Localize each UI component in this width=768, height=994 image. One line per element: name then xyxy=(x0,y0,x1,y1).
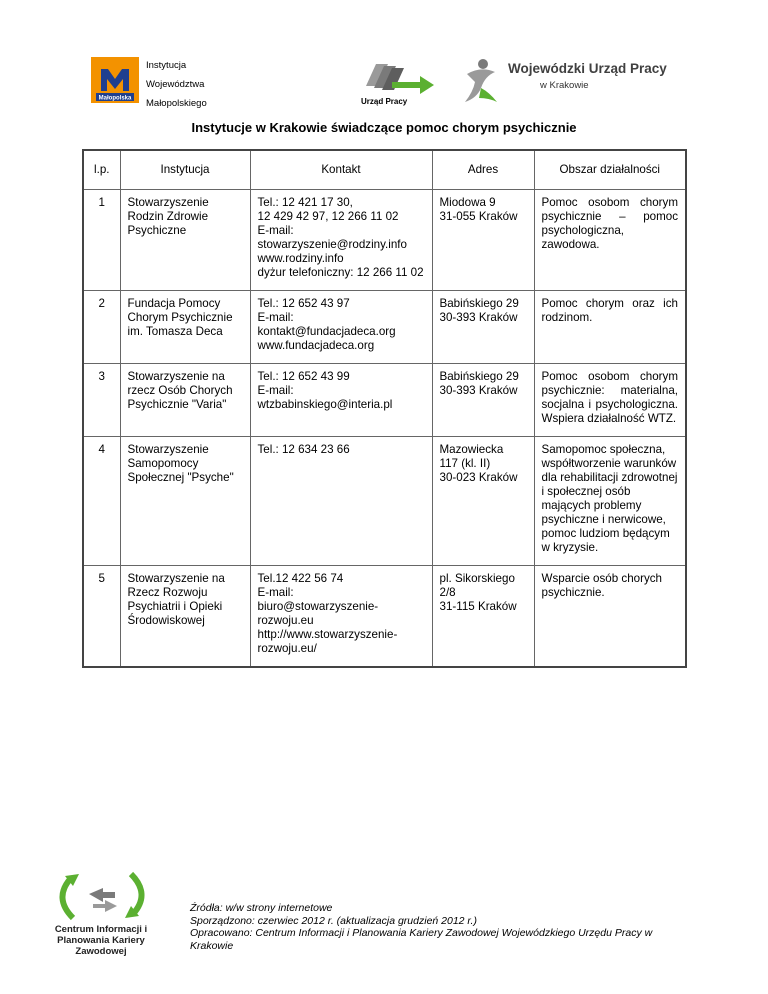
malopolska-institution-text: Instytucja Województwa Małopolskiego xyxy=(146,60,207,109)
activity-area: Samopomoc społeczna, współtworzenie warunków dla rehabilitacji zdrowotnej i społecznej osób mających problemy psychiczne i nerwicowe, pomoc ludziom będącym w kryzysie. xyxy=(534,437,686,566)
column-header-contact: Kontakt xyxy=(250,150,432,190)
document-title: Instytucje w Krakowie świadczące pomoc chorym psychicznie xyxy=(191,120,577,135)
institution-name: Fundacja Pomocy Chorym Psychicznie im. Tomasza Deca xyxy=(120,291,250,364)
contact-details: Tel.: 12 652 43 97 E-mail: kontakt@fundacjadeca.org www.fundacjadeca.org xyxy=(250,291,432,364)
career-center-logo xyxy=(43,868,161,924)
wup-title: Wojewódzki Urząd Pracy xyxy=(508,61,667,76)
column-header-area: Obszar działalności xyxy=(534,150,686,190)
table-row xyxy=(83,364,686,437)
contact-details: Tel.12 422 56 74 E-mail: biuro@stowarzyszenie- rozwoju.eu http://www.stowarzyszenie- rozwoju.eu/ xyxy=(250,566,432,668)
career-center-name: Centrum Informacji i Planowania Kariery Zawodowej xyxy=(54,924,148,957)
table-header-row xyxy=(83,150,686,190)
activity-area: Pomoc chorym oraz ich rodzinom. xyxy=(534,291,686,364)
address: Mazowiecka 117 (kl. II) 30-023 Kraków xyxy=(432,437,534,566)
urzad-pracy-label: Urząd Pracy xyxy=(361,97,408,106)
contact-details: Tel.: 12 634 23 66 xyxy=(250,437,432,566)
column-header-institution: Instytucja xyxy=(120,150,250,190)
activity-area: Pomoc osobom chorym psychicznie – pomoc psychologiczna, zawodowa. xyxy=(534,190,686,291)
address: Miodowa 9 31-055 Kraków xyxy=(432,190,534,291)
wup-figure-logo xyxy=(461,58,501,104)
table-row xyxy=(83,291,686,364)
activity-area: Wsparcie osób chorych psychicznie. xyxy=(534,566,686,668)
wup-subtitle: w Krakowie xyxy=(540,80,589,91)
table-row xyxy=(83,566,686,668)
svg-text:Małopolska: Małopolska xyxy=(98,95,132,102)
row-number: 3 xyxy=(83,364,120,437)
address: pl. Sikorskiego 2/8 31-115 Kraków xyxy=(432,566,534,668)
contact-details: Tel.: 12 421 17 30, 12 429 42 97, 12 266 11 02 E-mail: stowarzyszenie@rodziny.info www.rodziny.info dyżur telefoniczny: 12 266 11 02 xyxy=(250,190,432,291)
contact-details: Tel.: 12 652 43 99 E-mail: wtzbabinskiego@interia.pl xyxy=(250,364,432,437)
column-header-address: Adres xyxy=(432,150,534,190)
address: Babińskiego 29 30-393 Kraków xyxy=(432,364,534,437)
address: Babińskiego 29 30-393 Kraków xyxy=(432,291,534,364)
row-number: 1 xyxy=(83,190,120,291)
institution-name: Stowarzyszenie na Rzecz Rozwoju Psychiatrii i Opieki Środowiskowej xyxy=(120,566,250,668)
row-number: 2 xyxy=(83,291,120,364)
table-row xyxy=(83,190,686,291)
compiled-note: Opracowano: Centrum Informacji i Planowania Kariery Zawodowej Wojewódzkiego Urzędu Pracy w Krakowie xyxy=(190,927,653,952)
institution-name: Stowarzyszenie Samopomocy Społecznej "Psyche" xyxy=(120,437,250,566)
institution-name: Stowarzyszenie Rodzin Zdrowie Psychiczne xyxy=(120,190,250,291)
institutions-table xyxy=(82,149,687,668)
row-number: 5 xyxy=(83,566,120,668)
row-number: 4 xyxy=(83,437,120,566)
institution-name: Stowarzyszenie na rzecz Osób Chorych Psychicznie "Varia" xyxy=(120,364,250,437)
prepared-note: Sporządzono: czerwiec 2012 r. (aktualizacja grudzień 2012 r.) xyxy=(190,914,477,927)
column-header-lp: l.p. xyxy=(83,150,120,190)
activity-area: Pomoc osobom chorym psychicznie: materialna, socjalna i psychologiczna. Wspiera działalność WTZ. xyxy=(534,364,686,437)
footer-notes xyxy=(190,902,680,952)
table-row xyxy=(83,437,686,566)
sources-note: Źródła: w/w strony internetowe xyxy=(190,902,333,914)
malopolska-logo xyxy=(91,57,139,103)
